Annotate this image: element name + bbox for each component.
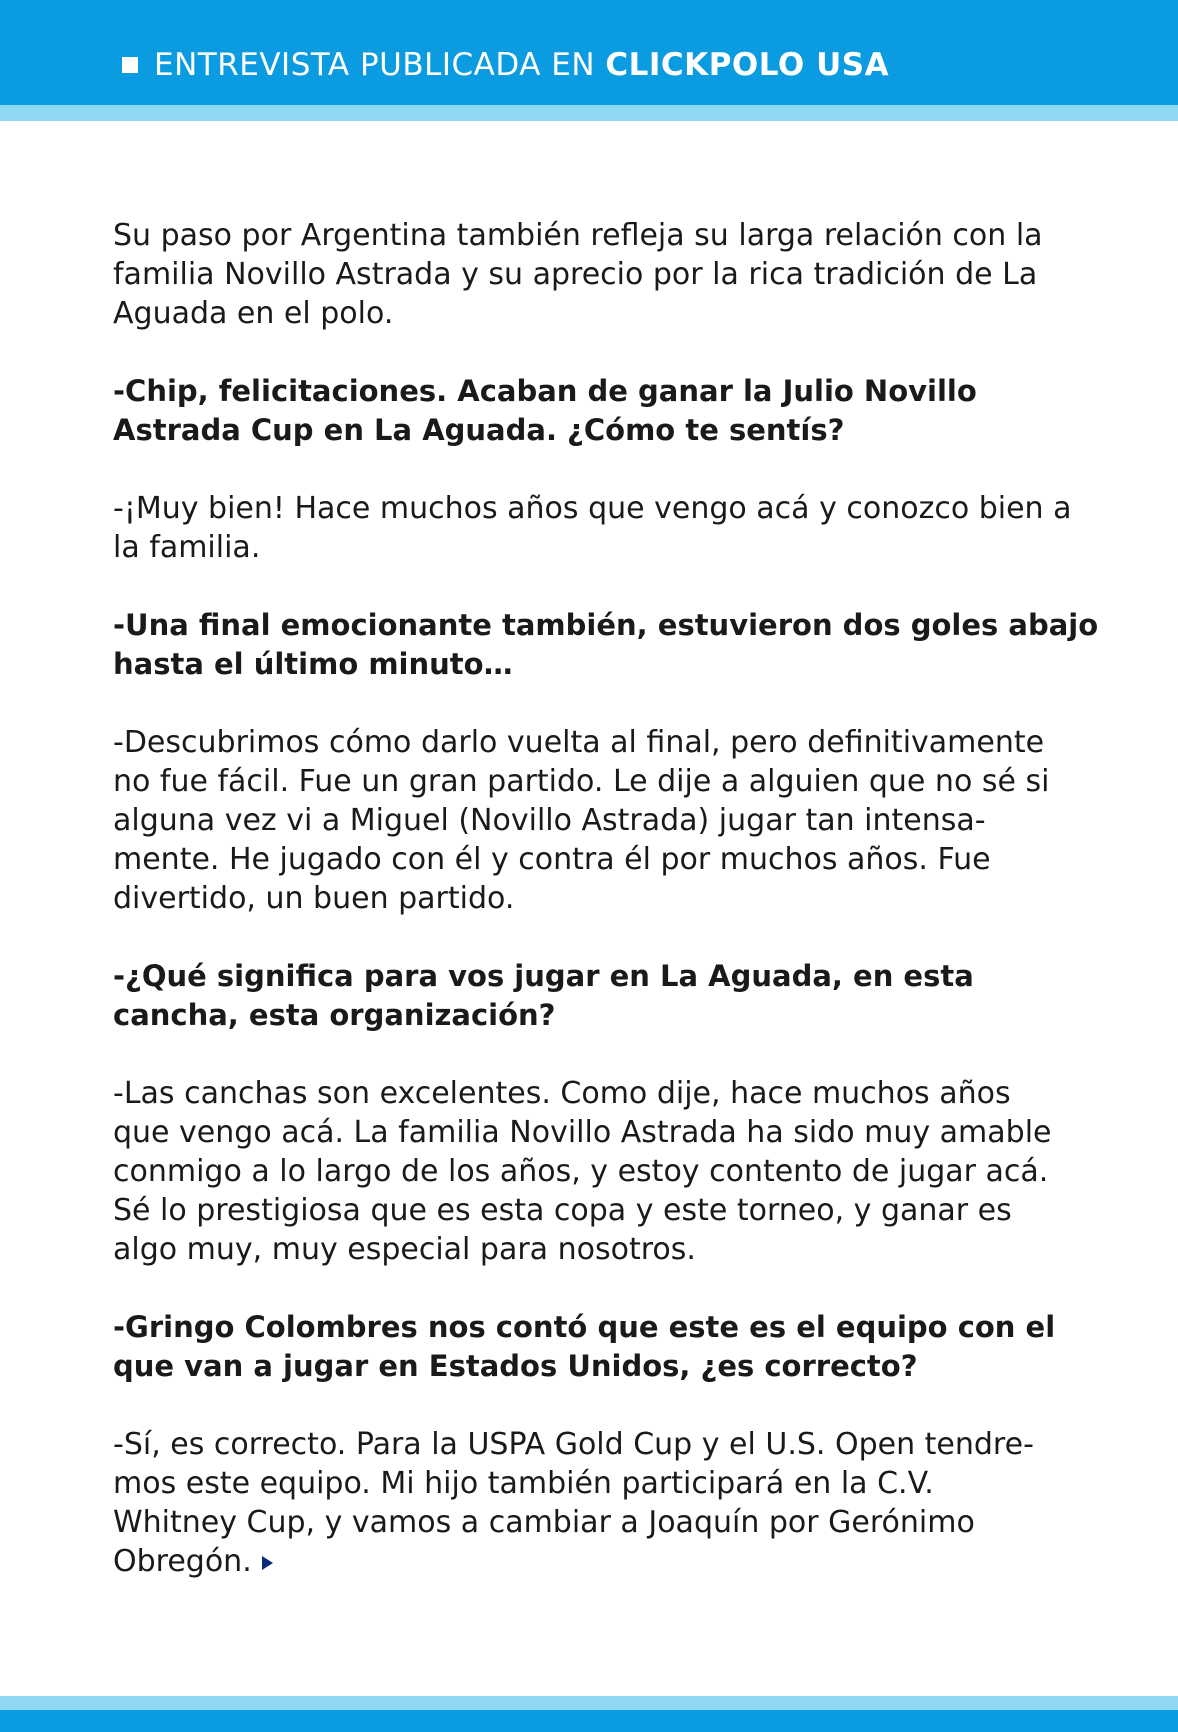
header-stripe	[0, 105, 1178, 121]
interview-question: -Gringo Colombres nos contó que este es el equipo con el que van a jugar en Estados Unidos, ¿es correcto?	[113, 1310, 1056, 1383]
header-title	[122, 43, 889, 87]
interview-answer: -Sí, es correcto. Para la USPA Gold Cup y el U.S. Open tendre- mos este equipo. Mi hijo también participará en la C.V. Whitney Cup, y vamos a cambiar a Joaquín por Gerónimo Obregón.	[113, 1427, 1034, 1579]
interview-answer: -¡Muy bien! Hace muchos años que vengo acá y conozco bien a la familia.	[113, 491, 1072, 565]
interview-answer: -Las canchas son excelentes. Como dije, hace muchos años que vengo acá. La familia Novillo Astrada ha sido muy amable conmigo a lo largo de los años, y estoy contento de jugar acá. Sé lo prestigiosa que es esta copa y este torneo, y ganar es algo muy, muy especial para nosotros.	[113, 1076, 1052, 1267]
header-prefix: ENTREVISTA PUBLICADA EN	[154, 47, 606, 83]
interview-answer: -Descubrimos cómo darlo vuelta al final, pero definitivamente no fue fácil. Fue un gran partido. Le dije a alguien que no sé si alguna vez vi a Miguel (Novillo Astrada) jugar tan intensa- mente. He jugado con él y contra él por muchos años. Fue divertido, un buen partido.	[113, 725, 1050, 916]
header-brand: CLICKPOLO USA	[605, 47, 890, 83]
article-body	[113, 216, 1099, 1581]
interview-question: -¿Qué significa para vos jugar en La Aguada, en esta cancha, esta organización?	[113, 959, 974, 1032]
footer-stripe	[0, 1696, 1178, 1710]
footer-bar	[0, 1710, 1178, 1732]
square-bullet-icon	[122, 57, 138, 73]
intro-paragraph: Su paso por Argentina también refleja su larga relación con la familia Novillo Astrada y su aprecio por la rica tradición de La Aguada en el polo.	[113, 218, 1043, 331]
interview-question: -Una final emocionante también, estuvieron dos goles abajo hasta el último minuto…	[113, 608, 1099, 681]
interview-question: -Chip, felicitaciones. Acaban de ganar la Julio Novillo Astrada Cup en La Aguada. ¿Cómo te sentís?	[113, 374, 977, 447]
triangle-right-icon	[262, 1556, 273, 1570]
